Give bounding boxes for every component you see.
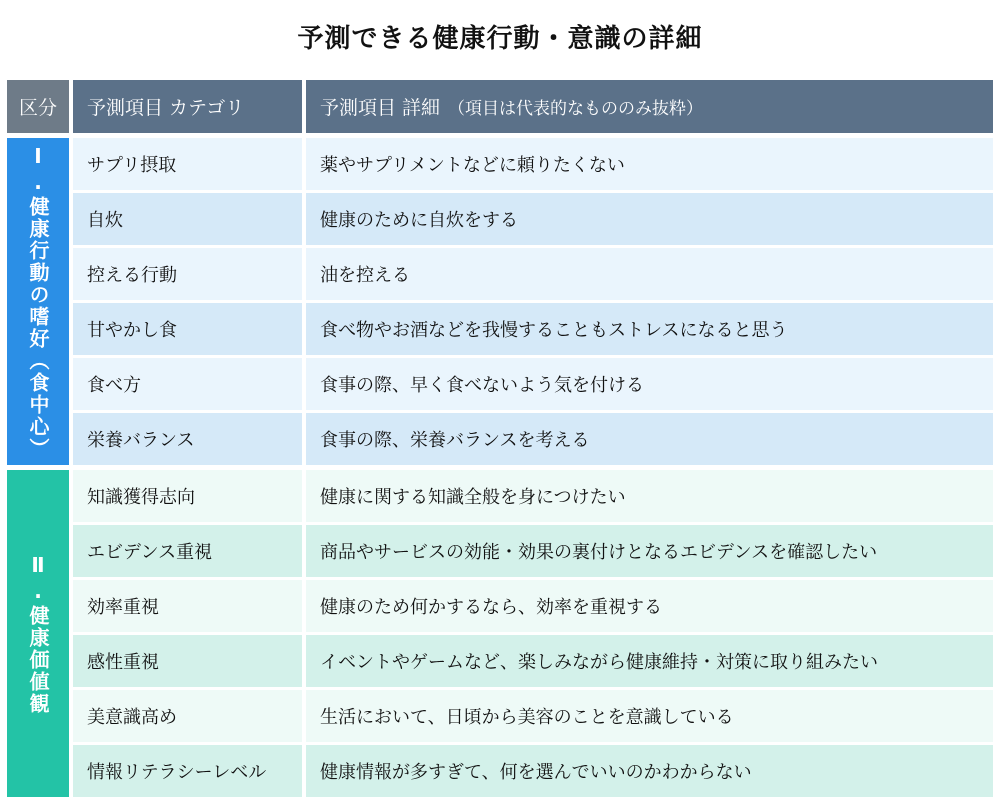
table-row [73, 690, 993, 742]
table-row [73, 745, 993, 797]
header-division: 区分 [7, 80, 69, 133]
detail-table [7, 80, 993, 802]
category-cell: 感性重視 [73, 635, 302, 687]
category-cell: 食べ方 [73, 358, 302, 410]
category-cell: 美意識高め [73, 690, 302, 742]
header-detail-note: （項目は代表的なもののみ抜粋） [448, 99, 704, 119]
detail-cell: 油を控える [306, 248, 993, 300]
header-detail-label: 予測項目 詳細 [320, 97, 441, 119]
category-cell: 情報リテラシーレベル [73, 745, 302, 797]
detail-cell: 生活において、日頃から美容のことを意識している [306, 690, 993, 742]
detail-cell: イベントやゲームなど、楽しみながら健康維持・対策に取り組みたい [306, 635, 993, 687]
group-label: Ⅰ.健康行動の嗜好︵食中心︶ [7, 138, 69, 465]
table-row [73, 303, 993, 355]
detail-cell: 健康のために自炊をする [306, 193, 993, 245]
table-row [73, 413, 993, 465]
category-cell: サプリ摂取 [73, 138, 302, 190]
table-header [7, 80, 993, 133]
detail-cell: 商品やサービスの効能・効果の裏付けとなるエビデンスを確認したい [306, 525, 993, 577]
detail-cell: 食べ物やお酒などを我慢することもストレスになると思う [306, 303, 993, 355]
detail-cell: 健康のため何かするなら、効率を重視する [306, 580, 993, 632]
table-row [73, 248, 993, 300]
detail-cell: 健康情報が多すぎて、何を選んでいいのかわからない [306, 745, 993, 797]
detail-cell: 食事の際、栄養バランスを考える [306, 413, 993, 465]
detail-cell: 薬やサプリメントなどに頼りたくない [306, 138, 993, 190]
table-row [73, 525, 993, 577]
page-title: 予測できる健康行動・意識の詳細 [297, 24, 703, 54]
group-label: Ⅱ.健康価値観 [7, 470, 69, 797]
group-health-behavior [7, 138, 993, 465]
table-row [73, 470, 993, 522]
category-cell: 控える行動 [73, 248, 302, 300]
detail-cell: 食事の際、早く食べないよう気を付ける [306, 358, 993, 410]
category-cell: エビデンス重視 [73, 525, 302, 577]
table-row [73, 635, 993, 687]
header-category: 予測項目 カテゴリ [73, 80, 302, 133]
table-row [73, 580, 993, 632]
category-cell: 自炊 [73, 193, 302, 245]
table-row [73, 193, 993, 245]
category-cell: 甘やかし食 [73, 303, 302, 355]
category-cell: 栄養バランス [73, 413, 302, 465]
detail-cell: 健康に関する知識全般を身につけたい [306, 470, 993, 522]
category-cell: 効率重視 [73, 580, 302, 632]
table-row [73, 138, 993, 190]
category-cell: 知識獲得志向 [73, 470, 302, 522]
table-row [73, 358, 993, 410]
group-health-values [7, 470, 993, 797]
header-detail [306, 80, 993, 133]
